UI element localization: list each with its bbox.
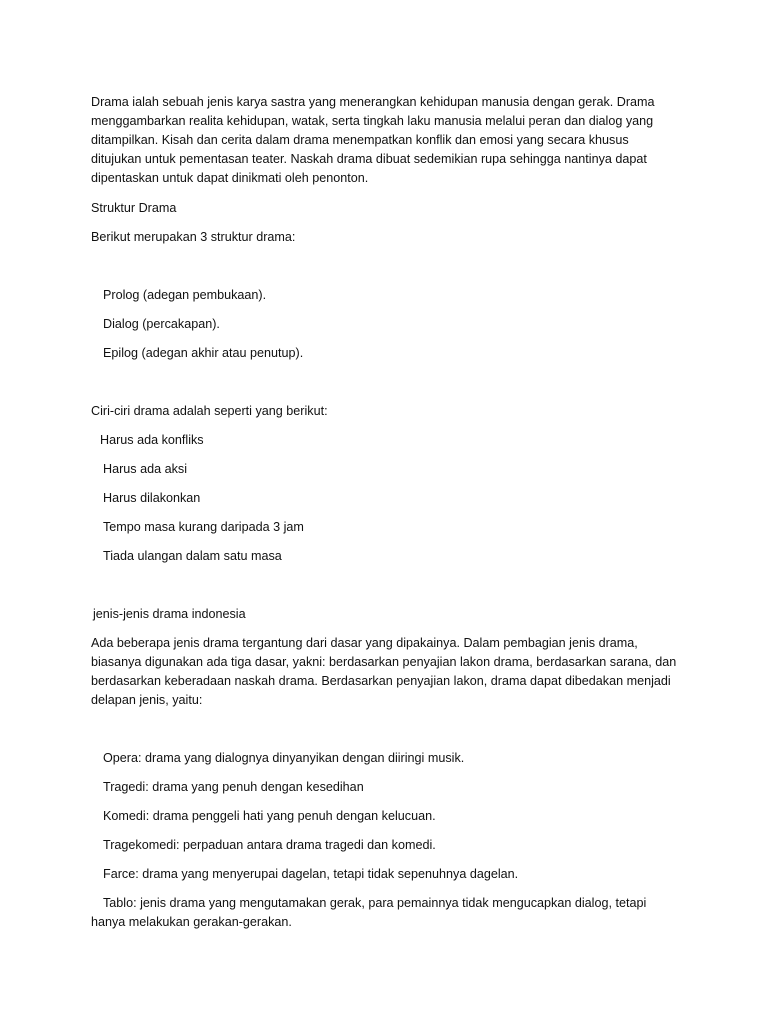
intro-line-3: ditampilkan. Kisah dan cerita dalam drama menempatkan konflik dan emosi yang secara khusus [91, 133, 629, 147]
ciri-item: Tiada ulangan dalam satu masa [103, 549, 282, 563]
jenis-item: Farce: drama yang menyerupai dagelan, tetapi tidak sepenuhnya dagelan. [103, 867, 519, 881]
ciri-item: Harus dilakonkan [103, 491, 201, 505]
struktur-item: Dialog (percakapan). [103, 317, 220, 331]
jenis-item-continuation: hanya melakukan gerakan-gerakan. [91, 915, 292, 929]
jenis-item: Opera: drama yang dialognya dinyanyikan dengan diiringi musik. [103, 751, 465, 765]
intro-line-5: dipentaskan untuk dapat dinikmati oleh penonton. [91, 171, 369, 185]
intro-line-2: menggambarkan realita kehidupan, watak, serta tingkah laku manusia melalui peran dan dialog yang [91, 114, 654, 128]
ciri-item: Harus ada aksi [103, 462, 187, 476]
jenis-intro-line-1: Ada beberapa jenis drama tergantung dari dasar yang dipakainya. Dalam pembagian jenis drama, [91, 636, 638, 650]
struktur-heading: Struktur Drama [91, 201, 177, 215]
jenis-item: Tragekomedi: perpaduan antara drama tragedi dan komedi. [103, 838, 436, 852]
ciri-item: Harus ada konfliks [100, 433, 204, 447]
jenis-item: Tragedi: drama yang penuh dengan kesedihan [103, 780, 364, 794]
intro-line-1: Drama ialah sebuah jenis karya sastra yang menerangkan kehidupan manusia dengan gerak. Drama [91, 95, 655, 109]
struktur-item: Epilog (adegan akhir atau penutup). [103, 346, 304, 360]
intro-line-4: ditujukan untuk pementasan teater. Naskah drama dibuat sedemikian rupa sehingga nantinya dapat [91, 152, 647, 166]
jenis-heading: jenis-jenis drama indonesia [93, 607, 246, 621]
jenis-intro-line-3: berdasarkan keberadaan naskah drama. Berdasarkan penyajian lakon, drama dapat dibedakan menjadi [91, 674, 671, 688]
struktur-intro: Berikut merupakan 3 struktur drama: [91, 230, 296, 244]
ciri-intro: Ciri-ciri drama adalah seperti yang berikut: [91, 404, 328, 418]
jenis-item: Komedi: drama penggeli hati yang penuh dengan kelucuan. [103, 809, 436, 823]
struktur-item: Prolog (adegan pembukaan). [103, 288, 267, 302]
ciri-item: Tempo masa kurang daripada 3 jam [103, 520, 304, 534]
jenis-intro-line-4: delapan jenis, yaitu: [91, 693, 203, 707]
jenis-item: Tablo: jenis drama yang mengutamakan gerak, para pemainnya tidak mengucapkan dialog, tetapi [103, 896, 647, 910]
jenis-intro-line-2: biasanya digunakan ada tiga dasar, yakni: berdasarkan penyajian lakon drama, berdasarkan sarana, dan [91, 655, 677, 669]
